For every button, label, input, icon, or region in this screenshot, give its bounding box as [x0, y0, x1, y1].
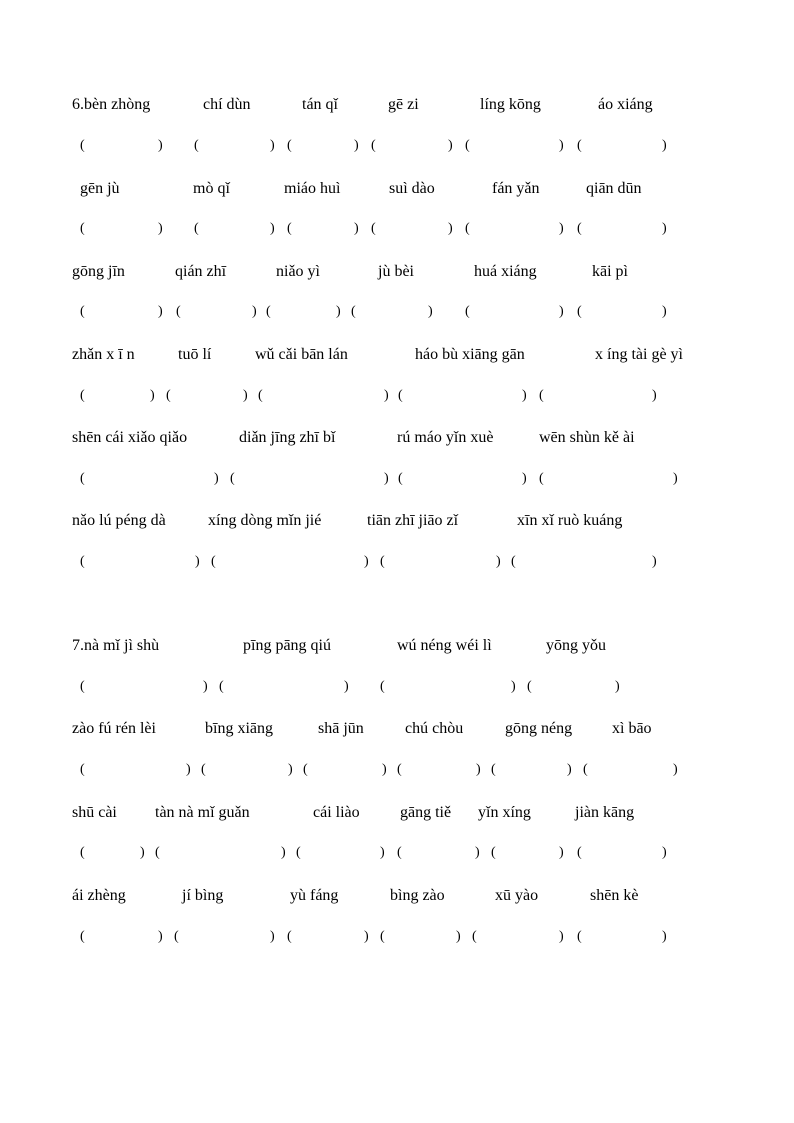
pinyin-word: gōng jīn — [72, 263, 125, 280]
pinyin-row — [0, 261, 794, 285]
close-paren: ) — [195, 554, 200, 569]
pinyin-word: bīng xiāng — [205, 720, 273, 737]
pinyin-word: tiān zhī jiāo zǐ — [367, 512, 459, 529]
pinyin-word: jiàn kāng — [575, 804, 635, 821]
open-paren: ( — [397, 845, 402, 860]
open-paren: ( — [266, 304, 271, 319]
open-paren: ( — [577, 929, 582, 944]
pinyin-word: tuō lí — [178, 346, 212, 363]
close-paren: ) — [336, 304, 341, 319]
open-paren: ( — [380, 929, 385, 944]
pinyin-word: yù fáng — [290, 887, 339, 904]
open-paren: ( — [577, 221, 582, 236]
open-paren: ( — [80, 845, 85, 860]
close-paren: ) — [354, 138, 359, 153]
pinyin-word: miáo huì — [284, 180, 341, 197]
pinyin-row — [0, 94, 794, 118]
close-paren: ) — [456, 929, 461, 944]
close-paren: ) — [158, 221, 163, 236]
pinyin-word: rú máo yǐn xuè — [397, 429, 494, 446]
pinyin-word: shū cài — [72, 804, 117, 821]
pinyin-word: gēn jù — [80, 180, 120, 197]
open-paren: ( — [539, 388, 544, 403]
pinyin-word: tán qǐ — [302, 96, 338, 113]
open-paren: ( — [398, 471, 403, 486]
pinyin-word: shā jūn — [318, 720, 364, 737]
open-paren: ( — [194, 221, 199, 236]
open-paren: ( — [80, 762, 85, 777]
pinyin-row — [0, 510, 794, 534]
close-paren: ) — [354, 221, 359, 236]
close-paren: ) — [270, 929, 275, 944]
close-paren: ) — [158, 304, 163, 319]
open-paren: ( — [577, 304, 582, 319]
close-paren: ) — [428, 304, 433, 319]
pinyin-word: chí dùn — [203, 96, 251, 113]
pinyin-word: yǐn xíng — [478, 804, 531, 821]
open-paren: ( — [80, 471, 85, 486]
open-paren: ( — [287, 221, 292, 236]
open-paren: ( — [80, 221, 85, 236]
pinyin-row — [0, 885, 794, 909]
open-paren: ( — [371, 221, 376, 236]
answer-row — [0, 135, 794, 159]
open-paren: ( — [80, 388, 85, 403]
close-paren: ) — [150, 388, 155, 403]
pinyin-row — [0, 427, 794, 451]
close-paren: ) — [496, 554, 501, 569]
open-paren: ( — [201, 762, 206, 777]
pinyin-word: háo bù xiāng gān — [415, 346, 525, 363]
pinyin-word: shēn cái xiǎo qiǎo — [72, 429, 188, 446]
open-paren: ( — [80, 679, 85, 694]
close-paren: ) — [252, 304, 257, 319]
pinyin-row — [0, 635, 794, 659]
open-paren: ( — [174, 929, 179, 944]
close-paren: ) — [384, 471, 389, 486]
answer-row — [0, 468, 794, 492]
pinyin-word: fán yǎn — [492, 180, 540, 197]
open-paren: ( — [577, 138, 582, 153]
open-paren: ( — [527, 679, 532, 694]
open-paren: ( — [176, 304, 181, 319]
pinyin-word: xū yào — [495, 887, 539, 904]
open-paren: ( — [80, 138, 85, 153]
close-paren: ) — [140, 845, 145, 860]
pinyin-row — [0, 718, 794, 742]
pinyin-word: líng kōng — [480, 96, 541, 113]
pinyin-word: xì bāo — [612, 720, 652, 737]
open-paren: ( — [397, 762, 402, 777]
close-paren: ) — [158, 929, 163, 944]
answer-row — [0, 551, 794, 575]
open-paren: ( — [80, 554, 85, 569]
pinyin-row — [0, 344, 794, 368]
close-paren: ) — [475, 845, 480, 860]
pinyin-word: huá xiáng — [474, 263, 537, 280]
pinyin-word: bìng zào — [390, 887, 445, 904]
pinyin-word: áo xiáng — [598, 96, 653, 113]
pinyin-word: pīng pāng qiú — [243, 637, 331, 654]
close-paren: ) — [662, 221, 667, 236]
close-paren: ) — [673, 762, 678, 777]
pinyin-word: nǎo lú péng dà — [72, 512, 166, 529]
close-paren: ) — [243, 388, 248, 403]
close-paren: ) — [448, 221, 453, 236]
pinyin-word: yōng yǒu — [546, 637, 606, 654]
open-paren: ( — [491, 845, 496, 860]
answer-row — [0, 926, 794, 950]
close-paren: ) — [662, 929, 667, 944]
pinyin-word: diǎn jīng zhī bǐ — [239, 429, 336, 446]
open-paren: ( — [583, 762, 588, 777]
pinyin-word: wēn shùn kě ài — [539, 429, 635, 446]
close-paren: ) — [288, 762, 293, 777]
open-paren: ( — [303, 762, 308, 777]
open-paren: ( — [465, 138, 470, 153]
answer-row — [0, 385, 794, 409]
close-paren: ) — [281, 845, 286, 860]
pinyin-word: chú chòu — [405, 720, 464, 737]
close-paren: ) — [158, 138, 163, 153]
close-paren: ) — [559, 138, 564, 153]
open-paren: ( — [511, 554, 516, 569]
open-paren: ( — [380, 679, 385, 694]
close-paren: ) — [364, 929, 369, 944]
close-paren: ) — [186, 762, 191, 777]
answer-row — [0, 759, 794, 783]
open-paren: ( — [258, 388, 263, 403]
open-paren: ( — [539, 471, 544, 486]
pinyin-word: suì dào — [389, 180, 435, 197]
close-paren: ) — [270, 221, 275, 236]
open-paren: ( — [80, 304, 85, 319]
open-paren: ( — [371, 138, 376, 153]
pinyin-word: 7.nà mǐ jì shù — [72, 637, 160, 654]
close-paren: ) — [214, 471, 219, 486]
close-paren: ) — [559, 845, 564, 860]
pinyin-word: shēn kè — [590, 887, 639, 904]
close-paren: ) — [615, 679, 620, 694]
pinyin-word: xíng dòng mǐn jié — [208, 512, 322, 529]
open-paren: ( — [287, 929, 292, 944]
pinyin-word: 6.bèn zhòng — [72, 96, 151, 113]
close-paren: ) — [344, 679, 349, 694]
open-paren: ( — [219, 679, 224, 694]
close-paren: ) — [522, 471, 527, 486]
pinyin-word: x íng tài gè yì — [595, 346, 683, 363]
answer-row — [0, 676, 794, 700]
close-paren: ) — [384, 388, 389, 403]
close-paren: ) — [662, 138, 667, 153]
open-paren: ( — [465, 304, 470, 319]
close-paren: ) — [476, 762, 481, 777]
open-paren: ( — [296, 845, 301, 860]
close-paren: ) — [203, 679, 208, 694]
close-paren: ) — [380, 845, 385, 860]
open-paren: ( — [465, 221, 470, 236]
answer-row — [0, 218, 794, 242]
close-paren: ) — [382, 762, 387, 777]
open-paren: ( — [380, 554, 385, 569]
pinyin-row — [0, 802, 794, 826]
open-paren: ( — [398, 388, 403, 403]
open-paren: ( — [211, 554, 216, 569]
pinyin-word: qián zhī — [175, 263, 227, 280]
pinyin-word: cái liào — [313, 804, 360, 821]
pinyin-word: qiān dūn — [586, 180, 642, 197]
pinyin-word: niǎo yì — [276, 263, 320, 280]
pinyin-row — [0, 178, 794, 202]
close-paren: ) — [559, 304, 564, 319]
close-paren: ) — [662, 304, 667, 319]
close-paren: ) — [559, 929, 564, 944]
close-paren: ) — [567, 762, 572, 777]
close-paren: ) — [652, 554, 657, 569]
pinyin-word: gē zi — [388, 96, 419, 113]
pinyin-word: tàn nà mǐ guǎn — [155, 804, 250, 821]
pinyin-word: zào fú rén lèi — [72, 720, 156, 737]
close-paren: ) — [652, 388, 657, 403]
pinyin-word: wú néng wéi lì — [397, 637, 492, 654]
close-paren: ) — [673, 471, 678, 486]
pinyin-word: gāng tiě — [400, 804, 452, 821]
pinyin-word: mò qǐ — [193, 180, 230, 197]
open-paren: ( — [351, 304, 356, 319]
open-paren: ( — [80, 929, 85, 944]
pinyin-word: zhǎn x ī n — [72, 346, 135, 363]
open-paren: ( — [155, 845, 160, 860]
open-paren: ( — [472, 929, 477, 944]
open-paren: ( — [287, 138, 292, 153]
close-paren: ) — [662, 845, 667, 860]
open-paren: ( — [194, 138, 199, 153]
open-paren: ( — [166, 388, 171, 403]
pinyin-word: wǔ cǎi bān lán — [255, 346, 348, 363]
close-paren: ) — [448, 138, 453, 153]
open-paren: ( — [491, 762, 496, 777]
close-paren: ) — [559, 221, 564, 236]
pinyin-word: xīn xǐ ruò kuáng — [517, 512, 623, 529]
answer-row — [0, 301, 794, 325]
close-paren: ) — [522, 388, 527, 403]
pinyin-word: ái zhèng — [72, 887, 126, 904]
close-paren: ) — [511, 679, 516, 694]
answer-row — [0, 842, 794, 866]
open-paren: ( — [577, 845, 582, 860]
pinyin-word: gōng néng — [505, 720, 573, 737]
close-paren: ) — [270, 138, 275, 153]
pinyin-word: jí bìng — [182, 887, 224, 904]
pinyin-word: kāi pì — [592, 263, 628, 280]
close-paren: ) — [364, 554, 369, 569]
open-paren: ( — [230, 471, 235, 486]
pinyin-word: jù bèi — [378, 263, 414, 280]
